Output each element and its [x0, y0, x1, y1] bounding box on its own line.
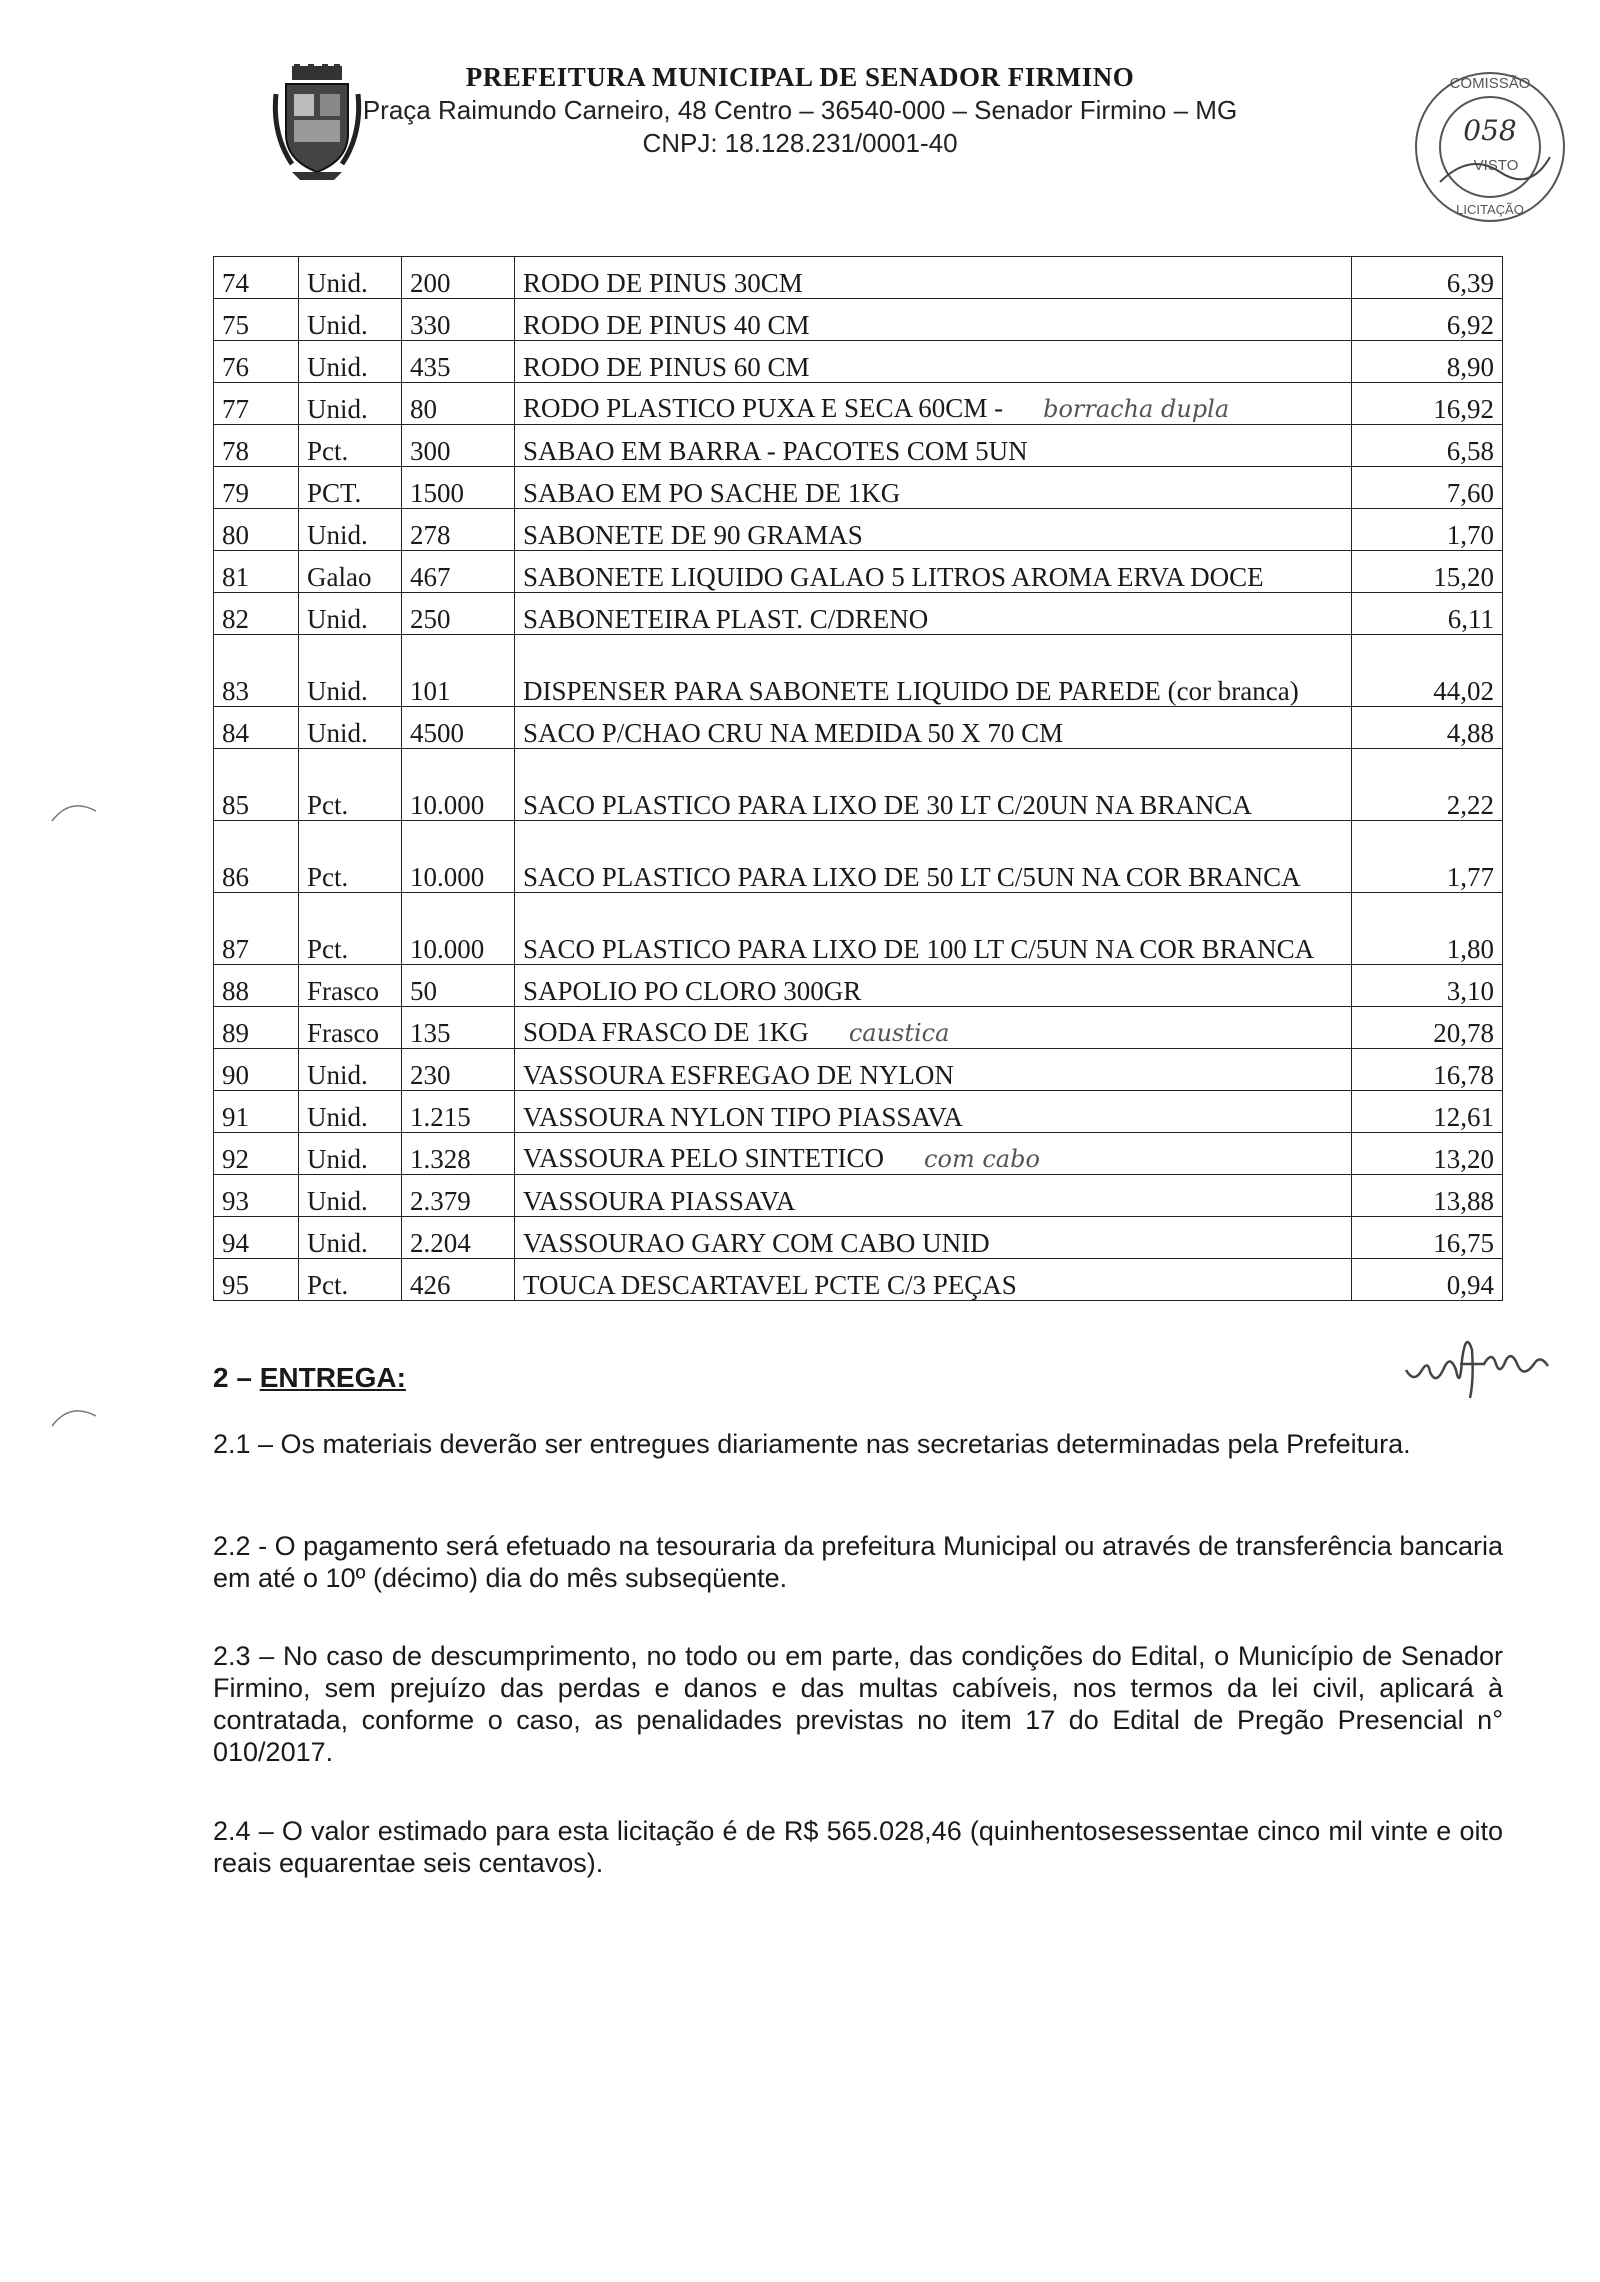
- item-description: SACO P/CHAO CRU NA MEDIDA 50 X 70 CM: [523, 718, 1064, 748]
- item-description-cell: [515, 1007, 1352, 1049]
- table-row: [214, 893, 1503, 965]
- item-price: 6,58: [1352, 425, 1503, 467]
- item-price: 15,20: [1352, 551, 1503, 593]
- item-description: RODO DE PINUS 30CM: [523, 268, 803, 298]
- handwritten-note: com cabo: [924, 1145, 1040, 1173]
- item-quantity: 50: [402, 965, 515, 1007]
- item-description-cell: [515, 467, 1352, 509]
- item-number: 78: [214, 425, 299, 467]
- item-description: SACO PLASTICO PARA LIXO DE 30 LT C/20UN NA BRANCA: [523, 790, 1252, 820]
- item-unit: Unid.: [299, 635, 402, 707]
- item-quantity: 2.204: [402, 1217, 515, 1259]
- item-price: 13,88: [1352, 1175, 1503, 1217]
- item-unit: Unid.: [299, 1133, 402, 1175]
- table-row: [214, 965, 1503, 1007]
- item-description: RODO DE PINUS 40 CM: [523, 310, 810, 340]
- item-description-cell: [515, 299, 1352, 341]
- item-description: SAPOLIO PO CLORO 300GR: [523, 976, 862, 1006]
- item-quantity: 467: [402, 551, 515, 593]
- item-description-cell: [515, 551, 1352, 593]
- item-number: 86: [214, 821, 299, 893]
- stamp-line1: COMISSÃO: [1449, 75, 1531, 92]
- item-price: 6,39: [1352, 257, 1503, 299]
- item-quantity: 250: [402, 593, 515, 635]
- item-description-cell: [515, 341, 1352, 383]
- handwritten-note: borracha dupla: [1043, 395, 1230, 423]
- item-description: SABAO EM BARRA - PACOTES COM 5UN: [523, 436, 1028, 466]
- item-description-cell: [515, 893, 1352, 965]
- item-unit: Unid.: [299, 341, 402, 383]
- item-description: VASSOURA ESFREGAO DE NYLON: [523, 1060, 954, 1090]
- item-description-cell: [515, 383, 1352, 425]
- item-price: 4,88: [1352, 707, 1503, 749]
- item-quantity: 278: [402, 509, 515, 551]
- item-unit: Pct.: [299, 893, 402, 965]
- item-description: SABONETE LIQUIDO GALAO 5 LITROS AROMA ERVA DOCE: [523, 562, 1264, 592]
- item-unit: Unid.: [299, 383, 402, 425]
- item-quantity: 2.379: [402, 1175, 515, 1217]
- item-number: 79: [214, 467, 299, 509]
- table-row: [214, 707, 1503, 749]
- table-row: [214, 1217, 1503, 1259]
- stamp-number: 058: [1463, 114, 1517, 147]
- item-number: 84: [214, 707, 299, 749]
- margin-mark: [50, 795, 100, 825]
- item-price: 2,22: [1352, 749, 1503, 821]
- table-row: [214, 821, 1503, 893]
- table-row: [214, 1049, 1503, 1091]
- item-number: 90: [214, 1049, 299, 1091]
- paragraph-2-2: 2.2 - O pagamento será efetuado na tesouraria da prefeitura Municipal ou através de transferência bancaria em até o 10º (décimo) dia do mês subseqüente.: [213, 1531, 1503, 1593]
- item-price: 7,60: [1352, 467, 1503, 509]
- item-number: 83: [214, 635, 299, 707]
- header-title: PREFEITURA MUNICIPAL DE SENADOR FIRMINO: [465, 62, 1135, 92]
- item-price: 12,61: [1352, 1091, 1503, 1133]
- table-row: [214, 749, 1503, 821]
- stamp-line3: LICITAÇÃO: [1456, 202, 1524, 217]
- item-description: SACO PLASTICO PARA LIXO DE 100 LT C/5UN NA COR BRANCA: [523, 934, 1315, 964]
- item-number: 91: [214, 1091, 299, 1133]
- item-unit: Unid.: [299, 1217, 402, 1259]
- item-description-cell: [515, 635, 1352, 707]
- table-row: [214, 551, 1503, 593]
- paragraph-2-3: 2.3 – No caso de descumprimento, no todo ou em parte, das condições do Edital, o Município de Senador Firmino, sem prejuízo das perdas e danos e das multas cabíveis, nos termos da lei civil, aplicará à contratada, conforme o caso, as penalidades previstas no item 17 do Edital de Pregão Presencial n° 010/2017.: [213, 1641, 1503, 1767]
- header-cnpj: CNPJ: 18.128.231/0001-40: [642, 128, 958, 158]
- item-number: 75: [214, 299, 299, 341]
- item-description: VASSOURAO GARY COM CABO UNID: [523, 1228, 990, 1258]
- item-description-cell: [515, 1259, 1352, 1301]
- document-header: [0, 62, 1600, 159]
- item-price: 16,75: [1352, 1217, 1503, 1259]
- item-unit: Unid.: [299, 1175, 402, 1217]
- item-number: 80: [214, 509, 299, 551]
- item-unit: Unid.: [299, 707, 402, 749]
- section-heading: [213, 1362, 406, 1394]
- item-quantity: 4500: [402, 707, 515, 749]
- item-description-cell: [515, 509, 1352, 551]
- item-number: 74: [214, 257, 299, 299]
- item-number: 92: [214, 1133, 299, 1175]
- item-description-cell: [515, 965, 1352, 1007]
- item-description: SABONETE DE 90 GRAMAS: [523, 520, 863, 550]
- item-quantity: 80: [402, 383, 515, 425]
- item-number: 87: [214, 893, 299, 965]
- item-price: 1,80: [1352, 893, 1503, 965]
- item-quantity: 230: [402, 1049, 515, 1091]
- header-address: Praça Raimundo Carneiro, 48 Centro – 36540-000 – Senador Firmino – MG: [362, 95, 1238, 125]
- item-description-cell: [515, 749, 1352, 821]
- item-description: VASSOURA PELO SINTETICO: [523, 1143, 885, 1173]
- item-number: 89: [214, 1007, 299, 1049]
- item-number: 77: [214, 383, 299, 425]
- item-description: SABAO EM PO SACHE DE 1KG: [523, 478, 901, 508]
- item-number: 93: [214, 1175, 299, 1217]
- section-heading-text: ENTREGA:: [259, 1362, 406, 1393]
- item-description-cell: [515, 257, 1352, 299]
- item-description: RODO DE PINUS 60 CM: [523, 352, 810, 382]
- item-number: 95: [214, 1259, 299, 1301]
- item-number: 94: [214, 1217, 299, 1259]
- item-unit: Unid.: [299, 509, 402, 551]
- table-row: [214, 593, 1503, 635]
- item-unit: Unid.: [299, 593, 402, 635]
- section-heading-number: 2 –: [213, 1362, 260, 1393]
- item-number: 82: [214, 593, 299, 635]
- item-unit: Pct.: [299, 1259, 402, 1301]
- item-unit: Pct.: [299, 749, 402, 821]
- item-unit: Galao: [299, 551, 402, 593]
- item-description: VASSOURA PIASSAVA: [523, 1186, 796, 1216]
- table-row: [214, 383, 1503, 425]
- item-description: SODA FRASCO DE 1KG: [523, 1017, 809, 1047]
- item-quantity: 101: [402, 635, 515, 707]
- item-price: 16,92: [1352, 383, 1503, 425]
- item-description-cell: [515, 1091, 1352, 1133]
- item-number: 81: [214, 551, 299, 593]
- item-description-cell: [515, 1175, 1352, 1217]
- table-row: [214, 635, 1503, 707]
- item-unit: Frasco: [299, 1007, 402, 1049]
- table-row: [214, 509, 1503, 551]
- item-quantity: 1.328: [402, 1133, 515, 1175]
- item-description-cell: [515, 1049, 1352, 1091]
- item-price: 3,10: [1352, 965, 1503, 1007]
- item-price: 1,77: [1352, 821, 1503, 893]
- item-unit: Unid.: [299, 1049, 402, 1091]
- item-unit: Pct.: [299, 821, 402, 893]
- item-description-cell: [515, 425, 1352, 467]
- item-unit: Unid.: [299, 257, 402, 299]
- item-number: 88: [214, 965, 299, 1007]
- item-number: 76: [214, 341, 299, 383]
- table-row: [214, 425, 1503, 467]
- item-price: 6,92: [1352, 299, 1503, 341]
- item-quantity: 135: [402, 1007, 515, 1049]
- item-quantity: 1.215: [402, 1091, 515, 1133]
- item-quantity: 1500: [402, 467, 515, 509]
- handwritten-signature: [1400, 1320, 1560, 1400]
- item-description-cell: [515, 707, 1352, 749]
- item-price: 6,11: [1352, 593, 1503, 635]
- item-description: SABONETEIRA PLAST. C/DRENO: [523, 604, 929, 634]
- item-unit: Unid.: [299, 1091, 402, 1133]
- item-unit: Frasco: [299, 965, 402, 1007]
- table-row: [214, 341, 1503, 383]
- item-quantity: 300: [402, 425, 515, 467]
- paragraph-2-4: 2.4 – O valor estimado para esta licitação é de R$ 565.028,46 (quinhentosesessentae cinco mil vinte e oito reais equarentae seis centavos).: [213, 1816, 1503, 1878]
- table-row: [214, 299, 1503, 341]
- item-description-cell: [515, 593, 1352, 635]
- item-quantity: 10.000: [402, 893, 515, 965]
- stamp-line2: VISTO: [1473, 157, 1519, 174]
- item-unit: PCT.: [299, 467, 402, 509]
- item-quantity: 435: [402, 341, 515, 383]
- item-quantity: 426: [402, 1259, 515, 1301]
- item-price: 13,20: [1352, 1133, 1503, 1175]
- table-row: [214, 467, 1503, 509]
- items-table: [213, 256, 1503, 1301]
- item-description: RODO PLASTICO PUXA E SECA 60CM -: [523, 393, 1004, 423]
- item-number: 85: [214, 749, 299, 821]
- item-price: 44,02: [1352, 635, 1503, 707]
- item-description-cell: [515, 1133, 1352, 1175]
- item-description: VASSOURA NYLON TIPO PIASSAVA: [523, 1102, 963, 1132]
- table-row: [214, 1007, 1503, 1049]
- table-row: [214, 1091, 1503, 1133]
- table-row: [214, 257, 1503, 299]
- item-unit: Pct.: [299, 425, 402, 467]
- item-description: SACO PLASTICO PARA LIXO DE 50 LT C/5UN NA COR BRANCA: [523, 862, 1301, 892]
- table-row: [214, 1259, 1503, 1301]
- item-price: 0,94: [1352, 1259, 1503, 1301]
- item-price: 16,78: [1352, 1049, 1503, 1091]
- paragraph-2-1: 2.1 – Os materiais deverão ser entregues diariamente nas secretarias determinadas pela Prefeitura.: [213, 1429, 1411, 1459]
- commission-stamp: [1410, 62, 1570, 232]
- item-quantity: 200: [402, 257, 515, 299]
- item-quantity: 10.000: [402, 821, 515, 893]
- item-price: 1,70: [1352, 509, 1503, 551]
- item-description: TOUCA DESCARTAVEL PCTE C/3 PEÇAS: [523, 1270, 1017, 1300]
- item-price: 8,90: [1352, 341, 1503, 383]
- item-quantity: 10.000: [402, 749, 515, 821]
- handwritten-note: caustica: [848, 1019, 950, 1047]
- table-row: [214, 1175, 1503, 1217]
- item-price: 20,78: [1352, 1007, 1503, 1049]
- item-unit: Unid.: [299, 299, 402, 341]
- item-description-cell: [515, 821, 1352, 893]
- item-quantity: 330: [402, 299, 515, 341]
- table-row: [214, 1133, 1503, 1175]
- item-description-cell: [515, 1217, 1352, 1259]
- item-description: DISPENSER PARA SABONETE LIQUIDO DE PAREDE (cor branca): [523, 676, 1299, 706]
- margin-mark: [50, 1400, 100, 1430]
